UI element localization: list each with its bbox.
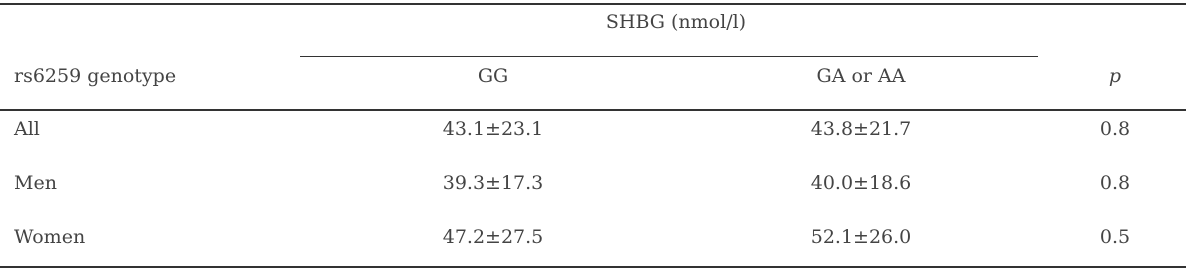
cell-p: 0.5 (1099, 226, 1131, 248)
cell-gg: 47.2±27.5 (442, 226, 544, 248)
group-header-shbg: SHBG (nmol/l) (605, 11, 747, 33)
cell-ga-aa: 43.8±21.7 (810, 118, 912, 140)
cell-p: 0.8 (1099, 118, 1131, 140)
row-label: All (14, 118, 40, 140)
column-header-gg: GG (477, 65, 509, 87)
column-header-p: p (1108, 65, 1122, 87)
row-header-genotype: rs6259 genotype (14, 65, 177, 87)
cell-p: 0.8 (1099, 172, 1131, 194)
row-label: Men (14, 172, 57, 194)
cell-gg: 39.3±17.3 (442, 172, 544, 194)
row-label: Women (14, 226, 86, 248)
header-rule (0, 109, 1186, 111)
cell-ga-aa: 52.1±26.0 (810, 226, 912, 248)
bottom-rule (0, 266, 1186, 268)
cell-gg: 43.1±23.1 (442, 118, 544, 140)
top-rule (0, 3, 1186, 5)
cell-ga-aa: 40.0±18.6 (810, 172, 912, 194)
column-header-ga-aa: GA or AA (816, 65, 906, 87)
group-underline (300, 56, 1038, 57)
